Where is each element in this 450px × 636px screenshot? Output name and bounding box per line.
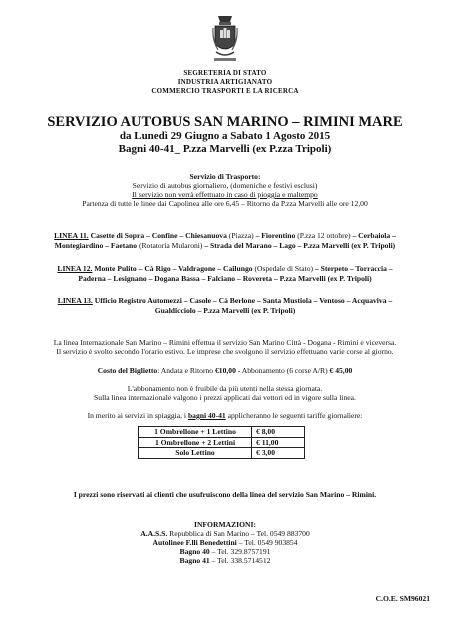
contact-benedettini <box>0 538 450 547</box>
route-note: (Ospedale di Stato) <box>252 264 315 273</box>
contact-phone: – Tel. 0549 903854 <box>236 538 298 547</box>
contact-phone: Repubblica di San Marino – Tel. 0549 883700 <box>167 529 310 538</box>
tariff-price: € 8,00 <box>252 427 305 438</box>
line-name: LINEA 11. <box>54 231 89 240</box>
beach-tariff-intro <box>0 411 450 420</box>
international-line-info-2: Il servizio è svolto secondo l'orario estivo. Le imprese che svolgono il servizio effettuano varie corse al giorno. <box>56 347 394 356</box>
route-text: – Sterpeto – Torraccia – <box>314 264 393 273</box>
cost-label: Costo del Biglietto <box>97 366 158 375</box>
contact-bagno-40 <box>0 547 450 556</box>
route-text: Montegiardino – Faetano <box>54 241 138 250</box>
route-text: Paderna – Lesignano – Dogana Bassa – Falciano – Rovereta – P.zza Marvelli (ex P. Tripoli) <box>78 274 372 283</box>
bus-line-13 <box>18 296 432 316</box>
office-line-1: SEGRETERIA DI STATO <box>183 69 267 77</box>
return-price: €10,00 <box>214 366 236 375</box>
international-line-info-1: La linea Internazionale San Marino – Rimini effettua il servizio San Marino Città - Dogana - Rimini e viceversa. <box>53 338 397 347</box>
route-text: Ufficio Registro Automezzi – Casole – Cà Berlone – Santa Mustiola – Ventoso – Acquaviva – <box>94 296 393 305</box>
office-line-2: INDUSTRIA ARTIGIANATO <box>177 78 273 86</box>
service-heading: Servizio di Trasporto: <box>189 172 261 181</box>
table-row <box>139 437 305 448</box>
beach-text: In merito ai servizi in spiaggia, i <box>87 411 188 420</box>
service-line-1: Servizio di autobus giornaliero, (domeniche e festivi esclusi) <box>132 181 318 190</box>
contact-aass <box>0 529 450 538</box>
route-text: Gualdicciolo – P.zza Marvelli (ex P. Tripoli) <box>154 306 296 315</box>
footer-code: C.O.E. SM96021 <box>375 594 430 603</box>
route-text: – Cerbaiola – <box>352 231 396 240</box>
route-text: Monte Pulito – Cà Rigo – Valdragone – Cailungo <box>94 264 253 273</box>
contact-phone: – Tel. 329.8757191 <box>209 547 271 556</box>
route-note: (Rotatoria Mularoni) <box>137 241 205 250</box>
contact-name: A.A.S.S. <box>140 529 168 538</box>
route-text: – Fiorentino <box>255 231 296 240</box>
contact-name: Autolinee F.lli Benedettini <box>152 538 237 547</box>
beach-text: applicheranno le seguenti tariffe giornaliere: <box>225 411 363 420</box>
line-name: LINEA 12. <box>57 264 93 273</box>
date-range: da Lunedì 29 Giugno a Sabato 1 Agosto 2015 <box>119 130 331 142</box>
route-note: (Piazza) <box>226 231 256 240</box>
cost-text: - Abbonamento (6 corse A/R) <box>235 366 330 375</box>
route-note: (P.zza 12 ottobre) <box>295 231 353 240</box>
line-name: LINEA 13. <box>57 296 93 305</box>
tariff-price: € 3,00 <box>252 448 305 459</box>
tariff-name: Solo Lettino <box>139 448 252 459</box>
cost-text: : Andata e Ritorno <box>157 366 215 375</box>
san-marino-coat-of-arms-icon <box>212 14 238 66</box>
bus-line-11 <box>18 231 432 251</box>
tariff-price: € 11,00 <box>252 437 305 448</box>
price-notice: I prezzi sono riservati ai clienti che usufruiscono della linea del servizio San Marino – Rimini. <box>73 490 377 499</box>
contact-phone: – Tel. 338.5714512 <box>209 556 271 565</box>
bus-line-12 <box>18 264 432 284</box>
tariff-name: 1 Ombrellone + 2 Lettini <box>139 437 252 448</box>
table-row <box>139 427 305 438</box>
contact-bagno-41 <box>0 556 450 565</box>
subscription-note-2: Sulla linea internazionale valgono i prezzi applicati dai vettori ed in vigore sulla linea. <box>94 393 356 402</box>
beach-names: bagni 40-41 <box>187 411 226 420</box>
service-line-2: Il servizio non verrà effettuato in caso di pioggia e maltempo <box>132 190 318 199</box>
contacts-heading: INFORMAZIONI: <box>193 520 256 529</box>
bus-stop-location: Bagni 40-41_ P.zza Marvelli (ex P.zza Tripoli) <box>118 143 332 155</box>
page-title: SERVIZIO AUTOBUS SAN MARINO – RIMINI MARE <box>47 114 403 130</box>
tariff-table <box>138 426 305 459</box>
service-line-3: Partenza di tutte le linee dai Capolinea alle ore 6,45 – Ritorno da P.zza Marvelli alle ore 12,00 <box>82 199 368 208</box>
route-text: Casette di Sopra – Confine – Chiesanuova <box>90 231 227 240</box>
contact-name: Bagno 41 <box>179 556 210 565</box>
contact-name: Bagno 40 <box>179 547 210 556</box>
route-text: – Strada del Marano – Lago – P.zza Marvelli (ex P. Tripoli) <box>204 241 396 250</box>
office-line-3: COMMERCIO TRASPORTI E LA RICERCA <box>151 87 299 95</box>
subscription-price: € 45,00 <box>329 366 353 375</box>
ticket-cost <box>0 366 450 375</box>
tariff-name: 1 Ombrellone + 1 Lettino <box>139 427 252 438</box>
subscription-note-1: L'abbonamento non è fruibile da più utenti nella stessa giornata. <box>127 384 323 393</box>
table-row <box>139 448 305 459</box>
